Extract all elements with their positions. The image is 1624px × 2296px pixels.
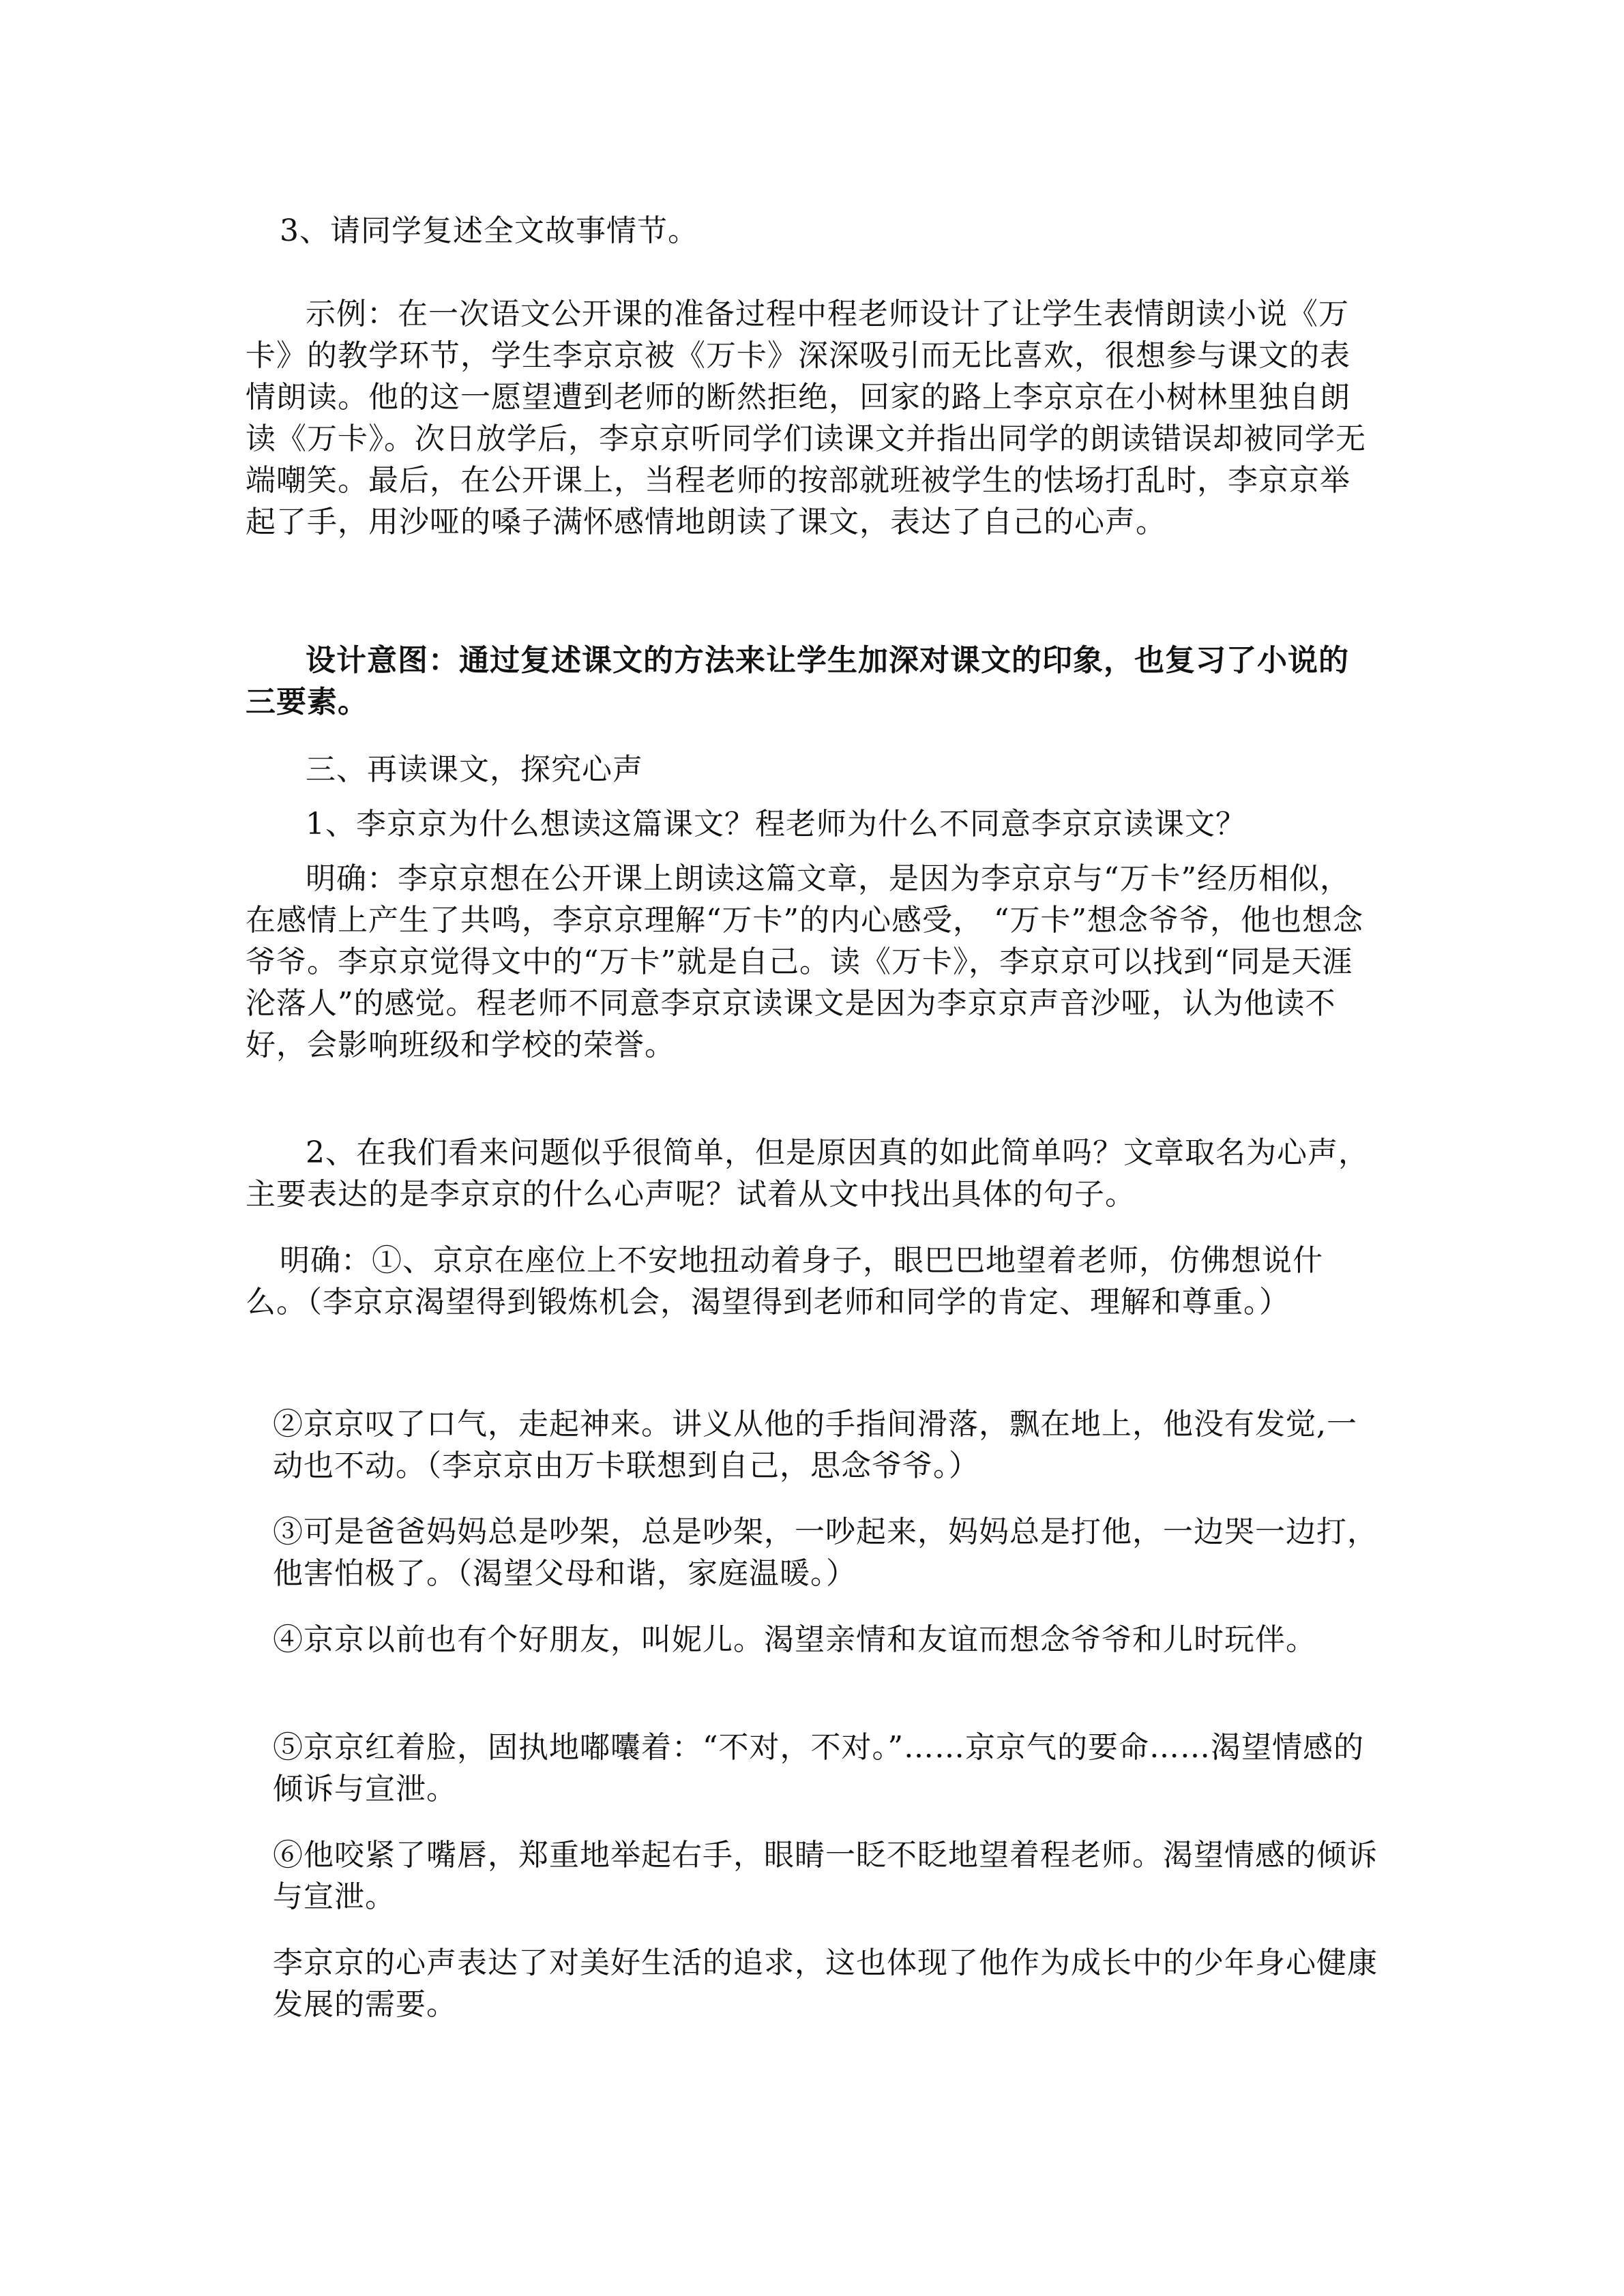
section-heading-reread: 三、再读课文，探究心声	[306, 752, 643, 787]
paragraph-example: 示例：在一次语文公开课的准备过程中程老师设计了让学生表情朗读小说《万卡》的教学环节，学生李京京被《万卡》深深吸引而无比喜欢，很想参与课文的表情朗读。他的这一愿望遭到老师的断然拒绝，回家的路上李京京在小树林里独自朗读《万卡》。次日放学后，李京京听同学们读课文并指出同学的朗读错误却被同学无端嘲笑。最后，在公开课上，当程老师的按部就班被学生的怯场打乱时，李京京举起了手，用沙哑的嗓子满怀感情地朗读了课文，表达了自己的心声。	[246, 297, 1366, 539]
question-1: 1、李京京为什么想读这篇课文？程老师为什么不同意李京京读课文？	[306, 807, 1246, 841]
paragraph-design-intent: 设计意图：通过复述课文的方法来让学生加深对课文的印象，也复习了小说的三要素。	[246, 643, 1349, 719]
paragraph-retell-task: 3、请同学复述全文故事情节。	[280, 213, 698, 248]
paragraph-conclusion: 李京京的心声表达了对美好生活的追求，这也体现了他作为成长中的少年身心健康发展的需要。	[273, 1945, 1378, 2022]
answer-2-item-4: ④京京以前也有个好朋友，叫妮儿。渴望亲情和友谊而想念爷爷和儿时玩伴。	[273, 1622, 1316, 1657]
answer-1: 明确：李京京想在公开课上朗读这篇文章，是因为李京京与“万卡”经历相似，在感情上产生了共鸣，李京京理解“万卡”的内心感受， “万卡”想念爷爷，他也想念爷爷。李京京觉得文中的“万卡”就是自己。读《万卡》，李京京可以找到“同是天涯沦落人”的感觉。程老师不同意李京京读课文是因为李京京声音沙哑，认为他读不好，会影响班级和学校的荣誉。	[246, 861, 1363, 1062]
answer-2-item-1: 明确：①、京京在座位上不安地扭动着身子，眼巴巴地望着老师，仿佛想说什么。（李京京渴望得到锻炼机会，渴望得到老师和同学的肯定、理解和尊重。）	[246, 1243, 1323, 1320]
answer-2-item-5: ⑤京京红着脸，固执地嘟囔着：“不对，不对。”……京京气的要命……渴望情感的倾诉与宣泄。	[273, 1730, 1364, 1806]
answer-2-item-3: ③可是爸爸妈妈总是吵架，总是吵架，一吵起来，妈妈总是打他，一边哭一边打，他害怕极了。（渴望父母和谐，家庭温暖。）	[273, 1515, 1378, 1591]
question-2: 2、在我们看来问题似乎很简单，但是原因真的如此简单吗？文章取名为心声，主要表达的是李京京的什么心声呢？试着从文中找出具体的句子。	[246, 1135, 1369, 1212]
answer-2-item-6: ⑥他咬紧了嘴唇，郑重地举起右手，眼睛一眨不眨地望着程老师。渴望情感的倾诉与宣泄。	[273, 1838, 1378, 1914]
answer-2-item-2: ②京京叹了口气，走起神来。讲义从他的手指间滑落，飘在地上，他没有发觉,一动也不动。（李京京由万卡联想到自己，思念爷爷。）	[273, 1407, 1357, 1483]
